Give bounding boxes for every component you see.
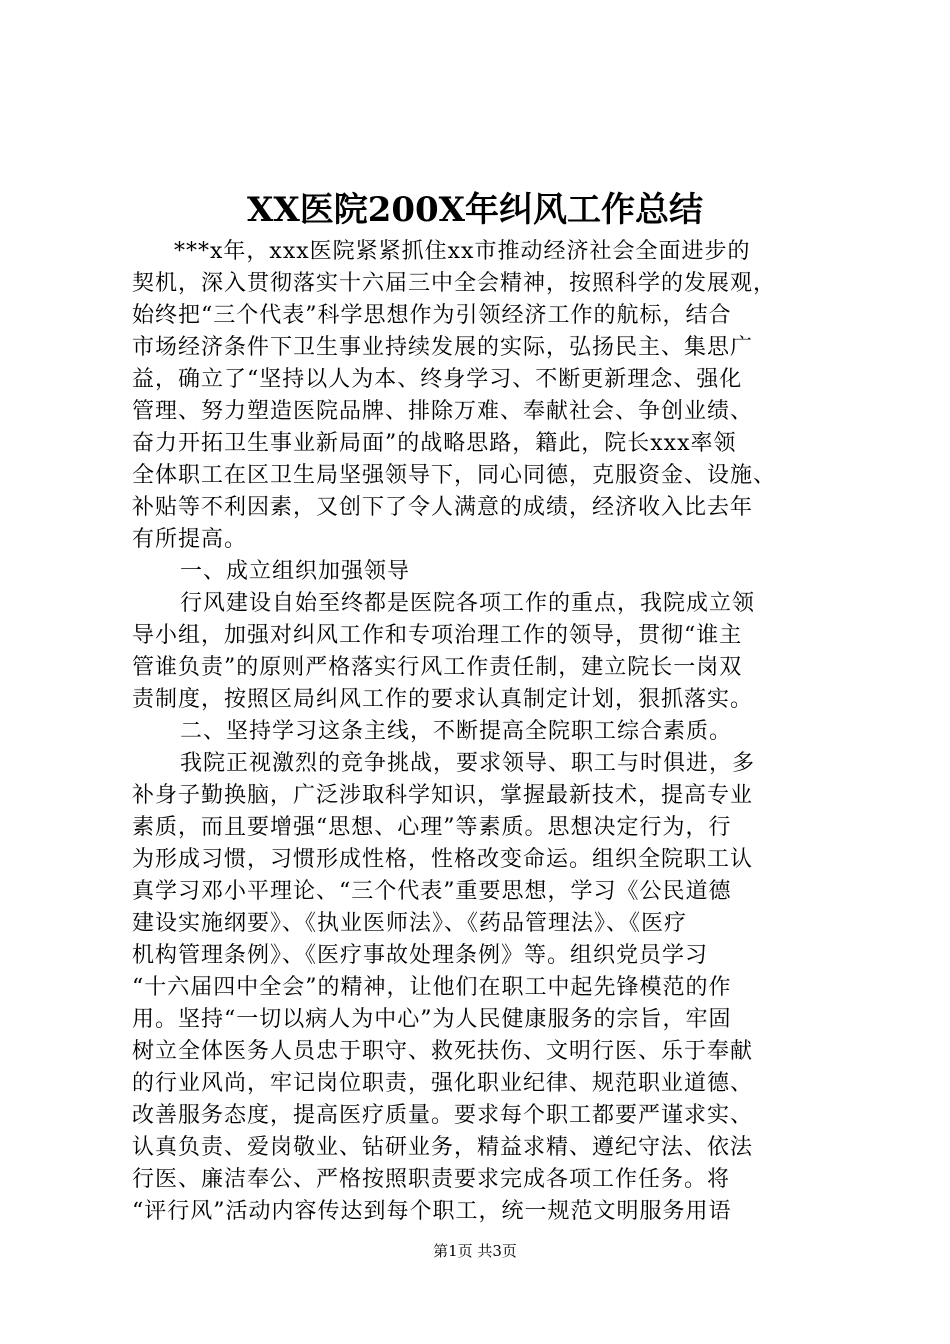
document-title: XX医院200X年纠风工作总结 xyxy=(246,190,704,230)
text-line: 契机，深入贯彻落实十六届三中全会精神，按照科学的发展观， xyxy=(132,271,777,296)
text-line: 为形成习惯，习惯形成性格，性格改变命运。组织全院职工认 xyxy=(132,847,754,872)
text-line: 机构管理条例》、《医疗事故处理条例》等。组织党员学习 xyxy=(132,943,709,968)
text-line: 管谁负责”的原则严格落实行风工作责任制，建立院长一岗双 xyxy=(132,655,743,680)
text-line: 管理、努力塑造医院品牌、排除万难、奉献社会、争创业绩、 xyxy=(132,399,754,424)
text-line: 补身子勤换脑，广泛涉取科学知识，掌握最新技术，提高专业 xyxy=(132,783,754,808)
text-line: 全体职工在区卫生局坚强领导下，同心同德，克服资金、设施、 xyxy=(132,463,777,488)
text-line: 市场经济条件下卫生事业持续发展的实际，弘扬民主、集思广 xyxy=(132,335,754,360)
text-line: 奋力开拓卫生事业新局面”的战略思路，籍此，院长xxx率领 xyxy=(132,431,737,456)
text-line: 的行业风尚，牢记岗位职责，强化职业纪律、规范职业道德、 xyxy=(132,1071,754,1096)
text-line: 我院正视激烈的竞争挑战，要求领导、职工与时俱进，多 xyxy=(180,751,756,776)
section-heading: 二、坚持学习这条主线，不断提高全院职工综合素质。 xyxy=(180,719,733,744)
text-line: 用。坚持“一切以病人为中心”为人民健康服务的宗旨，牢固 xyxy=(132,1007,732,1032)
text-line: 益，确立了“坚持以人为本、终身学习、不断更新理念、强化 xyxy=(132,367,743,392)
text-line: 树立全体医务人员忠于职守、救死扶伤、文明行医、乐于奉献 xyxy=(132,1039,754,1064)
section-heading: 一、成立组织加强领导 xyxy=(180,559,411,584)
text-line: 责制度，按照区局纠风工作的要求认真制定计划，狠抓落实。 xyxy=(132,687,754,712)
text-line: 有所提高。 xyxy=(132,527,248,552)
text-line: 建设实施纲要》、《执业医师法》、《药品管理法》、《医疗 xyxy=(132,911,688,936)
text-line: 认真负责、爱岗敬业、钻研业务，精益求精、遵纪守法、依法 xyxy=(132,1135,754,1160)
text-line: “十六届四中全会”的精神，让他们在职工中起先锋模范的作 xyxy=(132,975,732,1000)
text-line: 行医、廉洁奉公、严格按照职责要求完成各项工作任务。将 xyxy=(132,1167,731,1192)
text-line: ***x年，xxx医院紧紧抓住xx市推动经济社会全面进步的 xyxy=(174,239,751,264)
text-line: 素质，而且要增强“思想、心理”等素质。思想决定行为，行 xyxy=(132,815,732,840)
text-line: “评行风”活动内容传达到每个职工，统一规范文明服务用语 xyxy=(132,1199,732,1224)
text-line: 行风建设自始至终都是医院各项工作的重点，我院成立领 xyxy=(180,591,756,616)
text-line: 始终把“三个代表”科学思想作为引领经济工作的航标，结合 xyxy=(132,303,732,328)
text-line: 改善服务态度，提高医疗质量。要求每个职工都要严谨求实、 xyxy=(132,1103,754,1128)
text-line: 真学习邓小平理论、“三个代表”重要思想，学习《公民道德 xyxy=(132,879,732,904)
text-line: 导小组，加强对纠风工作和专项治理工作的领导，贯彻“谁主 xyxy=(132,623,743,648)
page-number-footer: 第1页 共3页 xyxy=(433,1242,517,1260)
text-line: 补贴等不利因素，又创下了令人满意的成绩，经济收入比去年 xyxy=(132,495,754,520)
